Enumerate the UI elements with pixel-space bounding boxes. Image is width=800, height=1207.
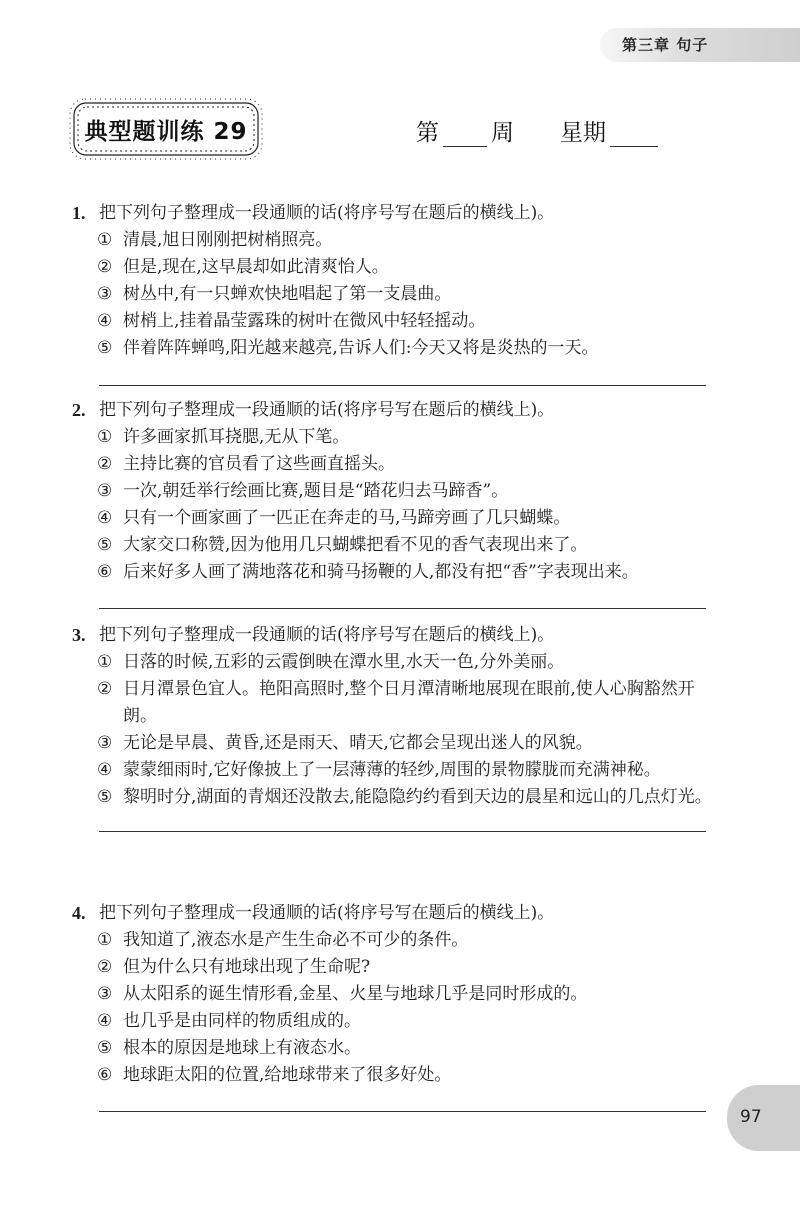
list-item: ⑤ 黎明时分,湖面的青烟还没散去,能隐隐约约看到天边的晨星和远山的几点灯光。 (97, 787, 712, 807)
exercise-title: 典型题训练 29 (84, 119, 248, 145)
week-label: 周 (491, 120, 514, 146)
list-item: ⑤ 伴着阵阵蝉鸣,阳光越来越亮,告诉人们:今天又将是炎热的一天。 (97, 338, 599, 358)
list-item: ⑥ 后来好多人画了满地落花和骑马扬鞭的人,都没有把“香”字表现出来。 (97, 562, 639, 582)
list-item: ① 许多画家抓耳挠腮,无从下笔。 (97, 427, 350, 447)
chapter-label: 第三章 句子 (622, 36, 709, 54)
list-item: ② 日月潭景色宜人。艳阳高照时,整个日月潭清晰地展现在眼前,使人心胸豁然开朗。 (97, 679, 695, 726)
list-item: ⑥ 地球距太阳的位置,给地球带来了很多好处。 (97, 1065, 452, 1085)
list-item: ② 主持比赛的官员看了这些画直摇头。 (97, 454, 395, 474)
list-item: ② 但为什么只有地球出现了生命呢? (97, 957, 371, 977)
week-prefix: 第 (416, 120, 439, 146)
answer-line[interactable] (99, 385, 706, 386)
list-item: ① 日落的时候,五彩的云霞倒映在潭水里,水天一色,分外美丽。 (97, 652, 565, 672)
list-item: ③ 一次,朝廷举行绘画比赛,题目是“踏花归去马蹄香”。 (97, 481, 509, 501)
answer-line[interactable] (99, 1111, 706, 1112)
list-item: ④ 树梢上,挂着晶莹露珠的树叶在微风中轻轻摇动。 (97, 311, 486, 331)
answer-line[interactable] (99, 831, 706, 832)
question-number: 2. (72, 400, 86, 420)
list-item: ④ 只有一个画家画了一匹正在奔走的马,马蹄旁画了几只蝴蝶。 (97, 508, 571, 528)
list-item: ② 但是,现在,这早晨却如此清爽怡人。 (97, 257, 389, 277)
list-item: ⑤ 根本的原因是地球上有液态水。 (97, 1038, 361, 1058)
answer-line[interactable] (99, 608, 706, 609)
question-prompt: 把下列句子整理成一段通顺的话(将序号写在题后的横线上)。 (99, 903, 555, 923)
list-item: ① 清晨,旭日刚刚把树梢照亮。 (97, 230, 333, 250)
question-prompt: 把下列句子整理成一段通顺的话(将序号写在题后的横线上)。 (99, 625, 555, 645)
list-item: ④ 也几乎是由同样的物质组成的。 (97, 1011, 361, 1031)
question-2 (72, 397, 712, 609)
question-number: 1. (72, 203, 86, 223)
question-4 (72, 900, 712, 1112)
week-number-blank[interactable] (443, 126, 487, 147)
question-prompt: 把下列句子整理成一段通顺的话(将序号写在题后的横线上)。 (99, 400, 555, 420)
question-number: 3. (72, 625, 86, 645)
question-prompt: 把下列句子整理成一段通顺的话(将序号写在题后的横线上)。 (99, 203, 555, 223)
page-number-tab (727, 1085, 800, 1151)
question-number: 4. (72, 903, 86, 923)
question-1 (72, 200, 712, 386)
list-item: ③ 从太阳系的诞生情形看,金星、火星与地球几乎是同时形成的。 (97, 984, 588, 1004)
list-item: ③ 无论是早晨、黄昏,还是雨天、晴天,它都会呈现出迷人的风貌。 (97, 733, 593, 753)
weekday-label: 星期 (560, 120, 606, 146)
date-fill-in (416, 114, 662, 147)
list-item: ③ 树丛中,有一只蝉欢快地唱起了第一支晨曲。 (97, 284, 452, 304)
list-item: ⑤ 大家交口称赞,因为他用几只蝴蝶把看不见的香气表现出来了。 (97, 535, 588, 555)
list-item: ④ 蒙蒙细雨时,它好像披上了一层薄薄的轻纱,周围的景物朦胧而充满神秘。 (97, 760, 661, 780)
page-number: 97 (740, 1107, 762, 1127)
weekday-blank[interactable] (610, 126, 658, 147)
question-3 (72, 622, 712, 832)
exercise-title-frame (68, 97, 264, 161)
list-item: ① 我知道了,液态水是产生生命必不可少的条件。 (97, 930, 469, 950)
